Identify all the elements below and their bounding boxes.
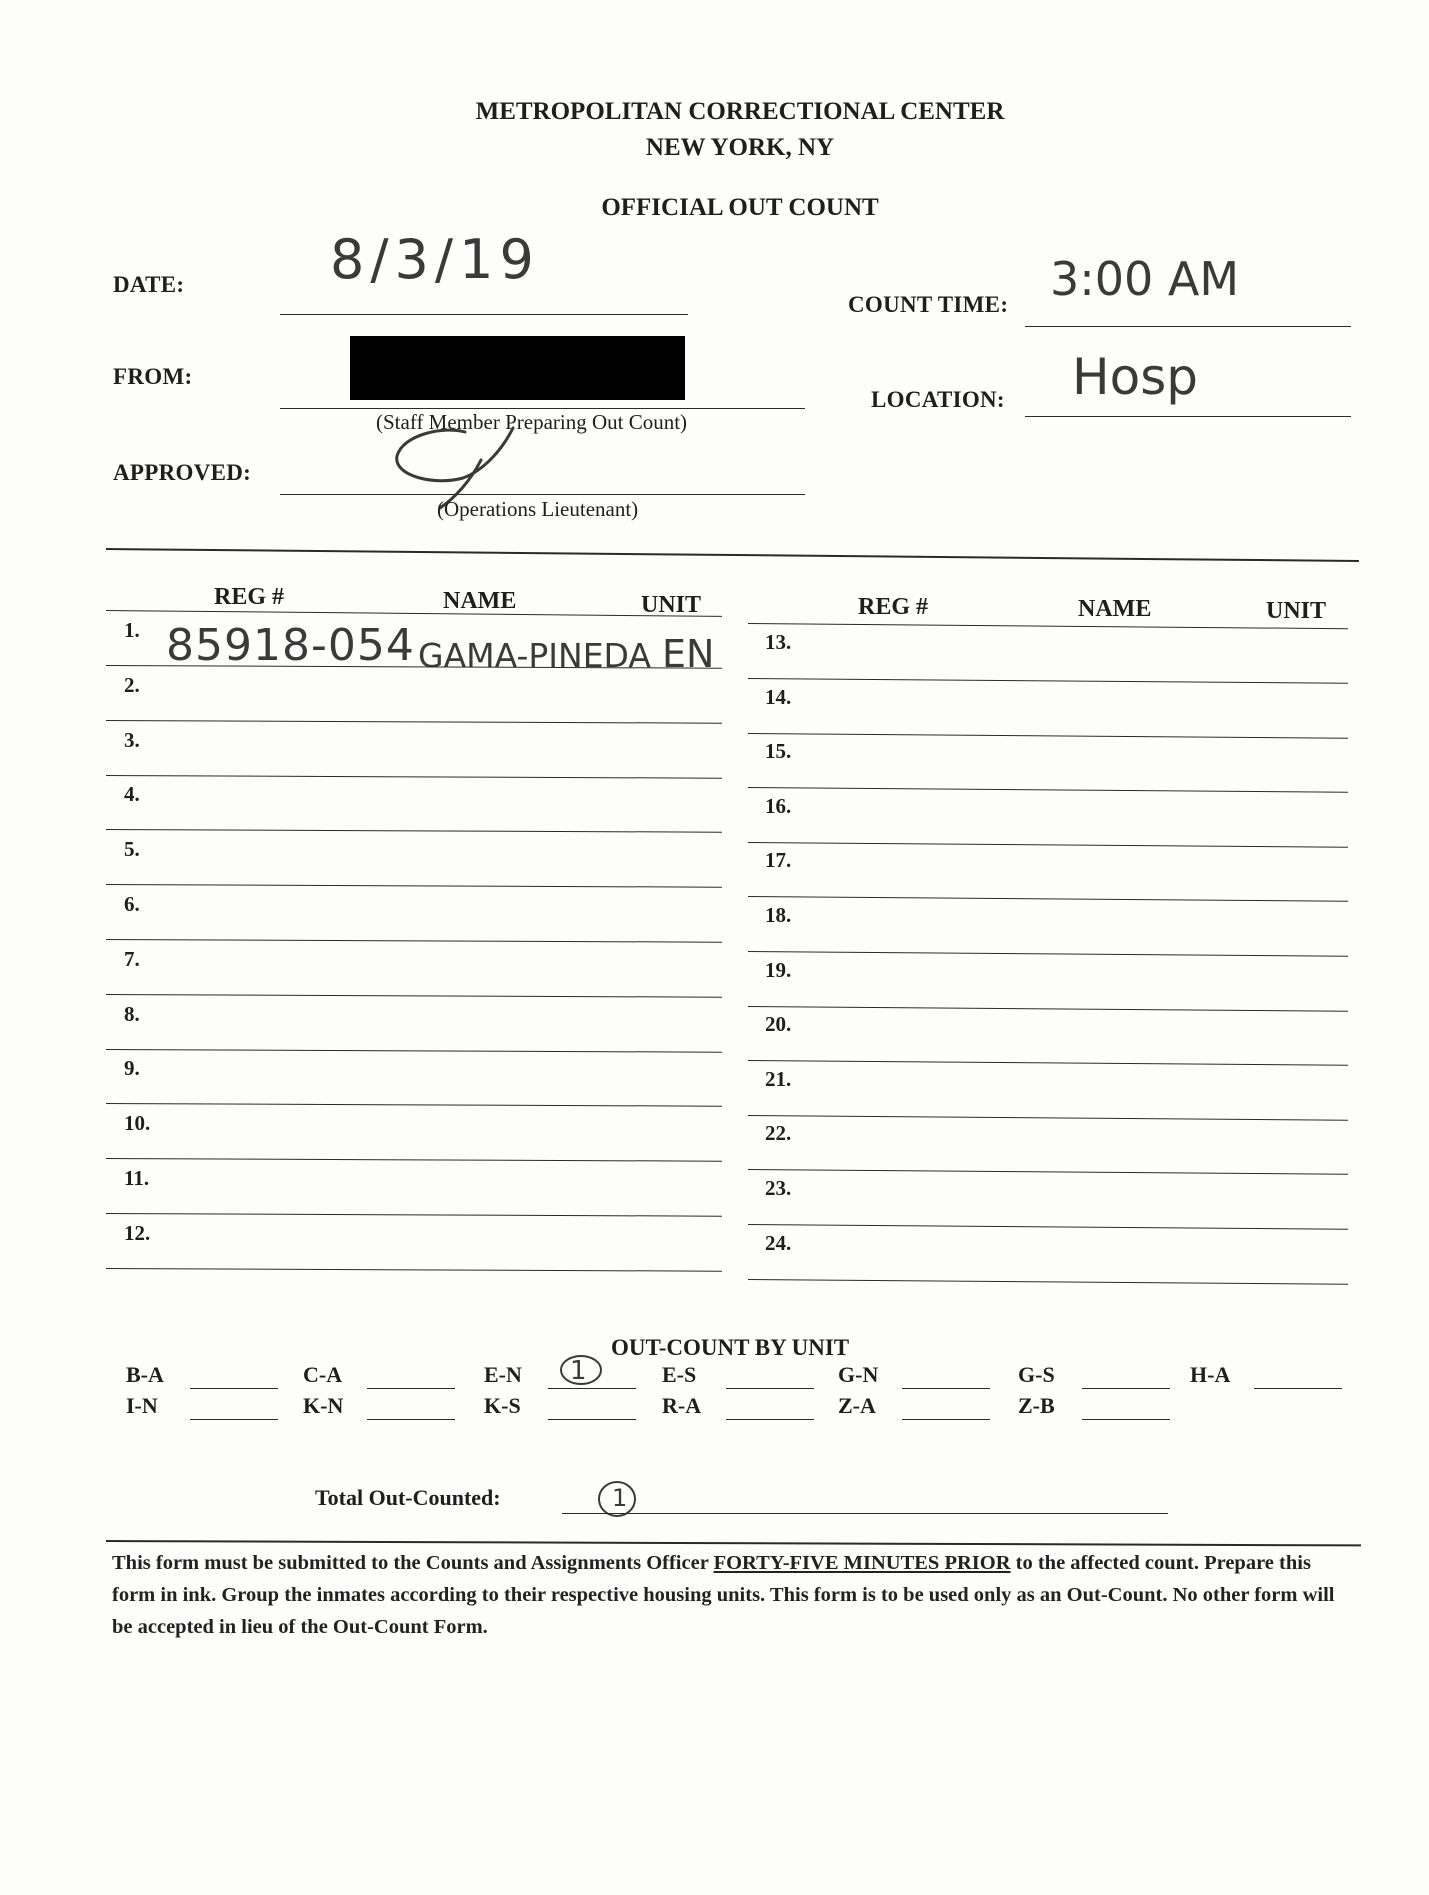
date-label: DATE:	[113, 272, 185, 297]
right-row-line	[748, 1006, 1348, 1012]
outcount-unit-label: G-N	[838, 1362, 879, 1387]
left-row-number: 2.	[124, 672, 140, 697]
total-line	[562, 1513, 1168, 1514]
outcount-blank-line	[1082, 1419, 1170, 1420]
row1-unit: EN	[662, 632, 715, 676]
right-row-line	[748, 1169, 1348, 1175]
redaction-block	[350, 336, 685, 400]
left-row-number: 5.	[124, 837, 140, 862]
right-row-number: 18.	[765, 903, 792, 927]
left-row-line	[106, 939, 722, 943]
approved-label: APPROVED:	[113, 460, 252, 485]
right-row-number: 17.	[765, 848, 792, 873]
right-row-number: 13.	[765, 630, 792, 654]
left-col-name-header: NAME	[443, 588, 517, 614]
left-col-unit-header: UNIT	[641, 592, 702, 618]
left-row-number: 10.	[124, 1111, 151, 1136]
from-caption: (Staff Member Preparing Out Count)	[376, 410, 688, 434]
approved-caption: (Operations Lieutenant)	[437, 497, 639, 521]
outcount-blank-line	[548, 1388, 636, 1389]
outcount-blank-line	[902, 1419, 990, 1420]
left-row-number: 8.	[124, 1001, 140, 1026]
outcount-unit-value: 1	[570, 1356, 587, 1386]
instructions-part2: to the affected count. Prepare this form in ink. Group the inmates according to their respective housing units. This form is to be used only as an Out-Count. No other form will be accepted in lieu of the Out-Count Form.	[112, 1552, 1335, 1638]
left-row-number: 7.	[124, 946, 140, 971]
approved-line	[280, 494, 805, 495]
right-row-number: 23.	[765, 1176, 792, 1200]
location-label: LOCATION:	[871, 387, 1005, 412]
left-row-number: 11.	[124, 1166, 150, 1190]
outcount-unit-label: E-S	[662, 1362, 697, 1387]
outcount-unit-label: C-A	[303, 1362, 343, 1387]
outcount-unit-label: G-S	[1018, 1362, 1055, 1387]
right-row-number: 22.	[765, 1121, 792, 1146]
right-row-number: 16.	[765, 793, 792, 818]
left-row-line	[106, 829, 722, 833]
left-row-line	[106, 1103, 722, 1107]
outcount-blank-line	[1254, 1388, 1342, 1389]
outcount-blank-line	[190, 1419, 278, 1420]
right-row-line	[748, 733, 1348, 739]
left-row-line	[106, 1213, 722, 1217]
right-row-number: 21.	[765, 1066, 792, 1091]
right-header-line	[748, 623, 1348, 629]
left-row-number: 12.	[124, 1220, 151, 1245]
left-row-number: 6.	[124, 892, 140, 916]
footer-separator	[106, 1540, 1361, 1546]
outcount-blank-line	[367, 1388, 455, 1389]
left-row-line	[106, 775, 722, 779]
right-row-number: 19.	[765, 957, 792, 982]
left-row-line	[106, 994, 722, 998]
outcount-blank-line	[902, 1388, 990, 1389]
right-col-reg-header: REG #	[858, 594, 929, 620]
right-row-number: 15.	[765, 739, 792, 764]
from-label: FROM:	[113, 364, 193, 389]
outcount-unit-label: R-A	[662, 1393, 702, 1418]
left-header-line	[106, 610, 722, 617]
outcount-blank-line	[190, 1388, 278, 1389]
left-row-number: 4.	[124, 782, 140, 807]
outcount-blank-line	[726, 1419, 814, 1420]
outcount-unit-label: K-N	[303, 1393, 344, 1418]
outcount-title: OUT-COUNT BY UNIT	[611, 1335, 850, 1360]
right-row-line	[748, 1279, 1348, 1285]
total-value: 1	[612, 1484, 628, 1512]
right-row-line	[748, 842, 1348, 848]
left-col-reg-header: REG #	[214, 584, 285, 610]
count-time-label: COUNT TIME:	[848, 292, 1009, 317]
right-row-line	[748, 678, 1348, 684]
date-value: 8/3/19	[330, 228, 540, 291]
outcount-unit-label: E-N	[484, 1362, 522, 1387]
right-row-line	[748, 896, 1348, 902]
header-city: NEW YORK, NY	[645, 134, 835, 161]
left-row-line	[106, 720, 722, 724]
left-row-number: 1.	[124, 618, 140, 642]
left-row-line	[106, 1158, 722, 1162]
right-row-number: 24.	[765, 1230, 792, 1255]
outcount-blank-line	[367, 1419, 455, 1420]
outcount-blank-line	[1082, 1388, 1170, 1389]
left-row-line	[106, 884, 722, 888]
left-row-line	[106, 1049, 722, 1053]
total-label: Total Out-Counted:	[315, 1485, 501, 1510]
instructions-part1: This form must be submitted to the Counts and Assignments Officer	[112, 1552, 714, 1574]
outcount-circle-mark	[556, 1352, 606, 1388]
outcount-unit-label: H-A	[1190, 1362, 1231, 1387]
outcount-blank-line	[726, 1388, 814, 1389]
count-time-line	[1025, 326, 1351, 327]
count-time-value: 3:00 AM	[1050, 252, 1240, 306]
left-row-line	[106, 1268, 722, 1272]
right-row-line	[748, 787, 1348, 793]
outcount-unit-label: Z-A	[838, 1393, 876, 1418]
right-col-unit-header: UNIT	[1266, 598, 1327, 624]
row1-name: GAMA-PINEDA	[418, 636, 651, 675]
outcount-unit-label: K-S	[484, 1393, 521, 1418]
form-title: OFFICIAL OUT COUNT	[601, 194, 879, 221]
header-institution: METROPOLITAN CORRECTIONAL CENTER	[475, 98, 1005, 125]
outcount-unit-label: I-N	[126, 1393, 158, 1418]
right-row-line	[748, 1224, 1348, 1230]
right-row-number: 14.	[765, 684, 792, 709]
right-row-line	[748, 951, 1348, 957]
left-row-number: 9.	[124, 1056, 140, 1081]
date-line	[280, 314, 688, 315]
row1-reg: 85918-054	[166, 620, 415, 671]
right-row-number: 20.	[765, 1012, 792, 1037]
location-value: Hosp	[1072, 348, 1198, 406]
right-row-line	[748, 1115, 1348, 1121]
from-line	[280, 408, 805, 409]
header-separator	[106, 548, 1359, 562]
outcount-blank-line	[548, 1419, 636, 1420]
right-row-line	[748, 1060, 1348, 1066]
instructions-deadline: FORTY-FIVE MINUTES PRIOR	[713, 1552, 1011, 1574]
outcount-unit-label: Z-B	[1018, 1393, 1055, 1418]
outcount-unit-label: B-A	[126, 1362, 164, 1387]
left-row-number: 3.	[124, 727, 140, 752]
right-col-name-header: NAME	[1078, 596, 1152, 622]
instructions-text	[112, 1547, 1352, 1643]
location-line	[1025, 416, 1351, 417]
